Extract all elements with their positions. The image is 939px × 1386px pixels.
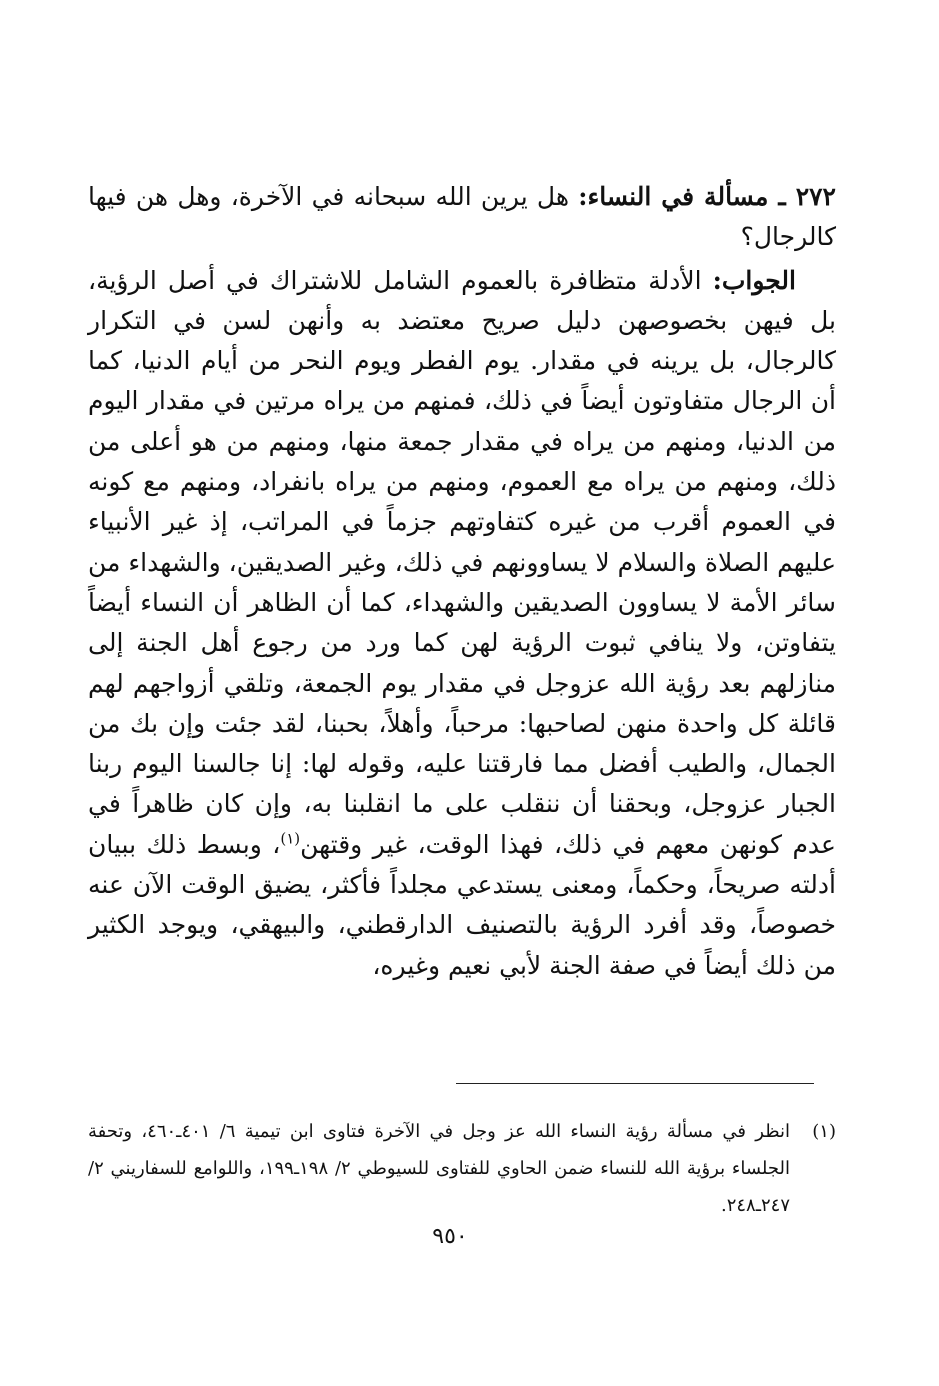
- question-heading: ٢٧٢ ـ مسألة في النساء:: [578, 182, 836, 211]
- footnote-text: انظر في مسألة رؤية النساء الله عز وجل في الآخرة فتاوى ابن تيمية ٦/ ٤٠١ـ٤٦٠، وتحفة الجلساء برؤية الله للنساء ضمن الحاوي للفتاوى للسيوطي ٢/ ١٩٨ـ١٩٩، واللوامع للسفاريني ٢/ ٢٤٧ـ٢٤٨.: [88, 1121, 790, 1216]
- answer-paragraph: [88, 261, 836, 986]
- answer-text: الأدلة متظافرة بالعموم الشامل للاشتراك في أصل الرؤية، بل فيهن بخصوصهن دليل صريح معتضد به وأنهن لسن في التكرار كالرجال، بل يرينه في مقدار. يوم الفطر ويوم النحر من أيام الدنيا، كما أن الرجال متفاوتون أيضاً في ذلك، فمنهم من يراه مرتين في مقدار اليوم من الدنيا، ومنهم من يراه في مقدار جمعة منها، ومنهم من هو أعلى من ذلك، ومنهم من يراه مع العموم، ومنهم من يراه بانفراد، ومنهم مع كونه في العموم أقرب من غيره كتفاوتهم جزماً في المراتب، إذ غير الأنبياء عليهم الصلاة والسلام لا يساوونهم في ذلك، وغير الصديقين، والشهداء من سائر الأمة لا يساوون الصديقين والشهداء، كما أن الظاهر أن النساء أيضاً يتفاوتن، ولا ينافي ثبوت الرؤية لهن كما ورد من رجوع أهل الجنة إلى منازلهم بعد رؤية الله عزوجل في مقدار يوم الجمعة، وتلقي أزواجهم لهم قائلة كل واحدة منهن لصاحبها: مرحباً، وأهلاً، بحبنا، لقد جئت وإن بك من الجمال، والطيب أفضل مما فارقتنا عليه، وقوله لها: إنا جالسنا اليوم ربنا الجبار عزوجل، وبحقنا أن ننقلب على ما انقلبنا به، وإن كان ظاهراً في عدم كونهن معهم في ذلك، فهذا الوقت، غير وقتهن: [88, 265, 836, 859]
- question-paragraph: [88, 177, 836, 258]
- footnote-divider: [456, 1083, 814, 1084]
- main-text-block: [88, 177, 836, 986]
- footnote-marker: (١): [812, 1121, 836, 1142]
- footnote: [88, 1113, 836, 1224]
- page-number: ٩٥٠: [432, 1224, 468, 1249]
- answer-label: الجواب:: [712, 265, 796, 295]
- answer-text-continued: ، وبسط ذلك ببيان أدلته صريحاً، وحكماً، ومعنى يستدعي مجلداً فأكثر، يضيق الوقت الآن عنه خصوصاً، وقد أفرد الرؤية بالتصنيف الدارقطني، والبيهقي، ويوجد الكثير من ذلك أيضاً في صفة الجنة لأبي نعيم وغيره،: [88, 829, 836, 980]
- footnote-reference: (١): [280, 829, 301, 848]
- question-text: هل يرين الله سبحانه في الآخرة، وهل هن فيها كالرجال؟: [88, 182, 836, 252]
